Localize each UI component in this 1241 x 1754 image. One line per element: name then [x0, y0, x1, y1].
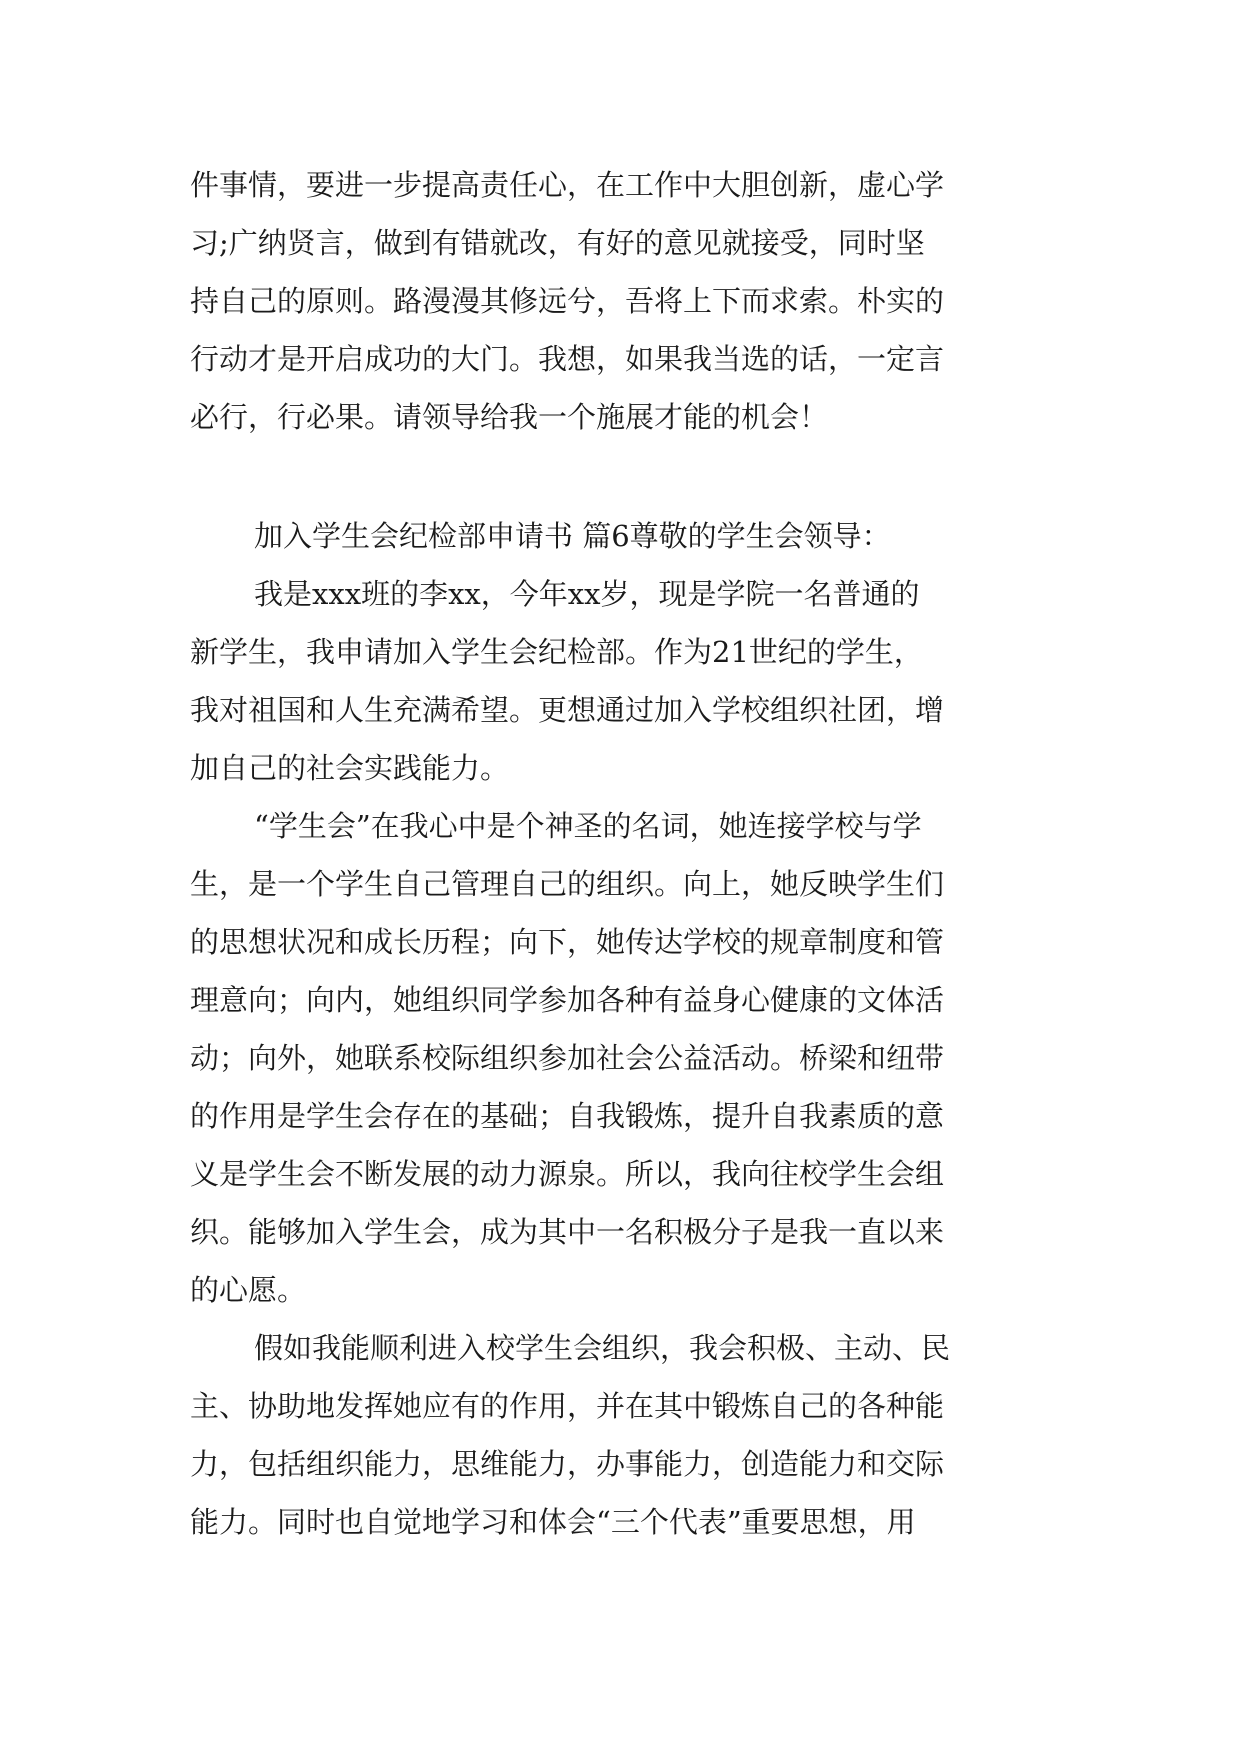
- paragraph-1: 我是xxx班的李xx，今年xx岁，现是学院一名普通的 新学生，我申请加入学生会纪检部。作为21世纪的学生， 我对祖国和人生充满希望。更想通过加入学校组织社团，增 加自己的社会实践能力。: [190, 577, 945, 785]
- paragraph-2: “学生会”在我心中是个神圣的名词，她连接学校与学 生，是一个学生自己管理自己的组织。向上，她反映学生们 的思想状况和成长历程；向下，她传达学校的规章制度和管 理意向；向内，她组织同学参加各种有益身心健康的文体活 动；向外，她联系校际组织参加社会公益活动。桥梁和纽带 的作用是学生会存在的基础；自我锻炼，提升自我素质的意 义是学生会不断发展的动力源泉。所以，我向往校学生会组 织。能够加入学生会，成为其中一名积极分子是我一直以来 的心愿。: [190, 809, 945, 1307]
- application-letter: [190, 507, 1052, 1551]
- letter-heading: 加入学生会纪检部申请书 篇6尊敬的学生会领导：: [254, 519, 891, 553]
- continued-paragraph: 件事情，要进一步提高责任心，在工作中大胆创新，虚心学 习;广纳贤言，做到有错就改，有好的意见就接受，同时坚 持自己的原则。路漫漫其修远兮，吾将上下而求索。朴实的 行动才是开启成功的大门。我想，如果我当选的话，一定言 必行，行必果。请领导给我一个施展才能的机会！: [190, 168, 945, 434]
- previous-section-text: [190, 156, 1052, 446]
- paragraph-3: 假如我能顺利进入校学生会组织，我会积极、主动、民 主、协助地发挥她应有的作用，并在其中锻炼自己的各种能 力，包括组织能力，思维能力，办事能力，创造能力和交际 能力。同时也自觉地学习和体会“三个代表”重要思想，用: [190, 1331, 951, 1539]
